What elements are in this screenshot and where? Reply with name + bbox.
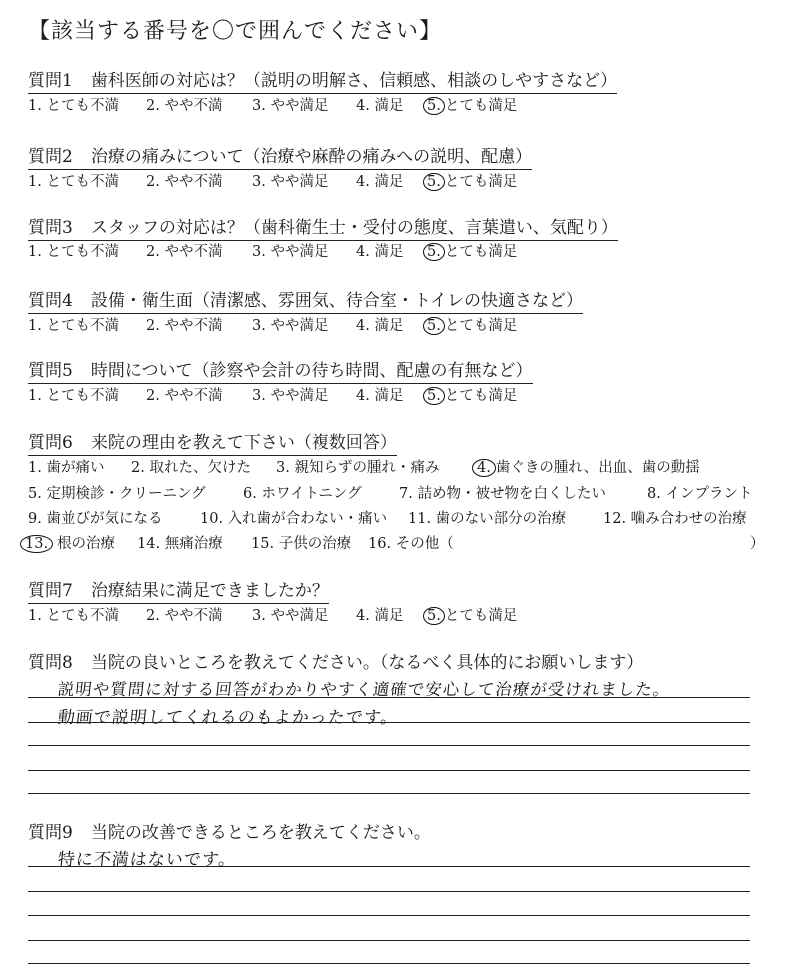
q1-option-5-circled[interactable]: 5. bbox=[423, 97, 445, 115]
question-2-heading bbox=[28, 142, 532, 170]
q6-row-2 bbox=[28, 482, 752, 503]
q7-option-5-circled[interactable]: 5. bbox=[423, 607, 445, 625]
question-1-text: 歯科医師の対応は？（説明の明解さ、信頼感、相談のしやすさなど） bbox=[90, 71, 618, 91]
q8-rule-3 bbox=[28, 745, 750, 746]
q7-option-3[interactable]: 3. やや満足 bbox=[252, 608, 329, 624]
page-title: 【該当する番号を〇で囲んでください】 bbox=[28, 19, 443, 44]
q1-option-3[interactable]: 3. やや満足 bbox=[252, 98, 329, 114]
question-1-options bbox=[28, 94, 517, 115]
q6-row-3 bbox=[28, 507, 747, 528]
q8-rule-2 bbox=[28, 722, 750, 723]
q4-option-4[interactable]: 4. 満足 bbox=[356, 318, 404, 334]
q5-option-4[interactable]: 4. 満足 bbox=[356, 388, 404, 404]
question-2-text: 治療の痛みについて（治療や麻酔の痛みへの説明、配慮） bbox=[90, 147, 533, 167]
q3-option-5-label: とても満足 bbox=[444, 244, 518, 260]
q9-rule-2 bbox=[28, 891, 750, 892]
q6-option-11[interactable]: 11. 歯のない部分の治療 bbox=[408, 511, 567, 527]
q8-answer-line-2[interactable]: 動画で説明してくれるのもよかったです。 bbox=[56, 708, 400, 728]
question-5-heading bbox=[28, 356, 533, 384]
q5-option-5-circled[interactable]: 5. bbox=[423, 387, 445, 405]
q4-option-5-label: とても満足 bbox=[444, 318, 518, 334]
q9-answer-line-1[interactable]: 特に不満はないです。 bbox=[56, 850, 238, 870]
q3-option-5-circled[interactable]: 5. bbox=[423, 243, 445, 261]
q7-option-5-label: とても満足 bbox=[444, 608, 518, 624]
q1-option-5-label: とても満足 bbox=[444, 98, 518, 114]
question-5-options bbox=[28, 384, 517, 405]
q6-row-4 bbox=[24, 532, 454, 553]
question-3-text: スタッフの対応は？（歯科衛生士・受付の態度、言葉遣い、気配り） bbox=[90, 218, 618, 238]
q6-option-8[interactable]: 8. インプラント bbox=[647, 486, 753, 502]
q5-option-3[interactable]: 3. やや満足 bbox=[252, 388, 329, 404]
question-8-number: 質問8 bbox=[28, 653, 73, 673]
q6-option-13-label: 根の治療 bbox=[57, 536, 116, 552]
question-3-heading bbox=[28, 213, 618, 241]
question-1-number: 質問1 bbox=[28, 71, 73, 91]
q6-option-12[interactable]: 12. 噛み合わせの治療 bbox=[603, 511, 747, 527]
q5-option-2[interactable]: 2. やや不満 bbox=[146, 388, 223, 404]
q4-option-3[interactable]: 3. やや満足 bbox=[252, 318, 329, 334]
question-4-heading bbox=[28, 286, 583, 314]
q9-rule-4 bbox=[28, 940, 750, 941]
question-6-text: 来院の理由を教えて下さい（複数回答） bbox=[90, 433, 397, 453]
q4-option-1[interactable]: 1. とても不満 bbox=[28, 318, 119, 334]
q8-answer-line-1[interactable]: 説明や質問に対する回答がわかりやすく適確で安心して治療が受けれました。 bbox=[56, 680, 672, 699]
q3-option-2[interactable]: 2. やや不満 bbox=[146, 244, 223, 260]
q6-option-15[interactable]: 15. 子供の治療 bbox=[251, 536, 352, 552]
question-2-number: 質問2 bbox=[28, 147, 73, 167]
q1-option-1[interactable]: 1. とても不満 bbox=[28, 98, 119, 114]
q6-option-7[interactable]: 7. 詰め物・被せ物を白くしたい bbox=[399, 486, 606, 502]
q8-rule-5 bbox=[28, 793, 750, 794]
q4-option-5-circled[interactable]: 5. bbox=[423, 317, 445, 335]
q6-option-3[interactable]: 3. 親知らずの腫れ・痛み bbox=[276, 460, 440, 476]
q3-option-3[interactable]: 3. やや満足 bbox=[252, 244, 329, 260]
q5-option-5-label: とても満足 bbox=[444, 388, 518, 404]
question-6-heading bbox=[28, 428, 397, 456]
q7-option-1[interactable]: 1. とても不満 bbox=[28, 608, 119, 624]
q9-rule-1 bbox=[28, 866, 750, 867]
q6-row-1 bbox=[28, 456, 700, 477]
question-8-text: 当院の良いところを教えてください。（なるべく具体的にお願いします） bbox=[90, 653, 644, 673]
q6-option-6[interactable]: 6. ホワイトニング bbox=[243, 486, 362, 502]
q6-option-5[interactable]: 5. 定期検診・クリーニング bbox=[28, 486, 206, 502]
q6-option-9[interactable]: 9. 歯並びが気になる bbox=[28, 511, 163, 527]
question-7-options bbox=[28, 604, 517, 625]
q2-option-4[interactable]: 4. 満足 bbox=[356, 174, 404, 190]
question-4-number: 質問4 bbox=[28, 291, 73, 311]
q6-option-16[interactable]: 16. その他（ bbox=[368, 536, 454, 552]
q6-option-13-circled[interactable]: 13. bbox=[20, 535, 53, 553]
question-7-heading bbox=[28, 576, 329, 604]
question-6-number: 質問6 bbox=[28, 433, 73, 453]
question-5-number: 質問5 bbox=[28, 361, 73, 381]
q7-option-2[interactable]: 2. やや不満 bbox=[146, 608, 223, 624]
q5-option-1[interactable]: 1. とても不満 bbox=[28, 388, 119, 404]
question-5-text: 時間について（診察や会計の待ち時間、配慮の有無など） bbox=[90, 361, 533, 381]
q1-option-4[interactable]: 4. 満足 bbox=[356, 98, 404, 114]
question-8-heading bbox=[28, 648, 643, 675]
question-9-heading bbox=[28, 818, 431, 845]
q6-option-4-circled[interactable]: 4. bbox=[472, 459, 496, 477]
question-4-text: 設備・衛生面（清潔感、雰囲気、待合室・トイレの快適さなど） bbox=[90, 291, 583, 311]
q2-option-5-circled[interactable]: 5. bbox=[423, 173, 445, 191]
q8-rule-4 bbox=[28, 770, 750, 771]
q2-option-1[interactable]: 1. とても不満 bbox=[28, 174, 119, 190]
question-7-number: 質問7 bbox=[28, 581, 73, 601]
question-9-text: 当院の改善できるところを教えてください。 bbox=[90, 823, 431, 843]
question-1-heading bbox=[28, 66, 617, 94]
q4-option-2[interactable]: 2. やや不満 bbox=[146, 318, 223, 334]
q6-other-close-paren: ） bbox=[750, 536, 765, 552]
q8-rule-1 bbox=[28, 697, 750, 698]
q6-option-10[interactable]: 10. 入れ歯が合わない・痛い bbox=[200, 511, 388, 527]
q2-option-3[interactable]: 3. やや満足 bbox=[252, 174, 329, 190]
q6-option-1[interactable]: 1. 歯が痛い bbox=[28, 460, 105, 476]
question-4-options bbox=[28, 314, 517, 335]
q2-option-2[interactable]: 2. やや不満 bbox=[146, 174, 223, 190]
q9-rule-3 bbox=[28, 915, 750, 916]
question-3-number: 質問3 bbox=[28, 218, 73, 238]
question-2-options bbox=[28, 170, 517, 191]
q2-option-5-label: とても満足 bbox=[444, 174, 518, 190]
q9-rule-5 bbox=[28, 963, 750, 964]
q3-option-1[interactable]: 1. とても不満 bbox=[28, 244, 119, 260]
q7-option-4[interactable]: 4. 満足 bbox=[356, 608, 404, 624]
q6-option-4-label: 歯ぐきの腫れ、出血、歯の動揺 bbox=[495, 460, 700, 476]
question-7-text: 治療結果に満足できましたか？ bbox=[90, 581, 329, 601]
q6-option-14[interactable]: 14. 無痛治療 bbox=[137, 536, 223, 552]
q3-option-4[interactable]: 4. 満足 bbox=[356, 244, 404, 260]
q1-option-2[interactable]: 2. やや不満 bbox=[146, 98, 223, 114]
q6-option-2[interactable]: 2. 取れた、欠けた bbox=[131, 460, 251, 476]
question-3-options bbox=[28, 240, 517, 261]
question-9-number: 質問9 bbox=[28, 823, 73, 843]
